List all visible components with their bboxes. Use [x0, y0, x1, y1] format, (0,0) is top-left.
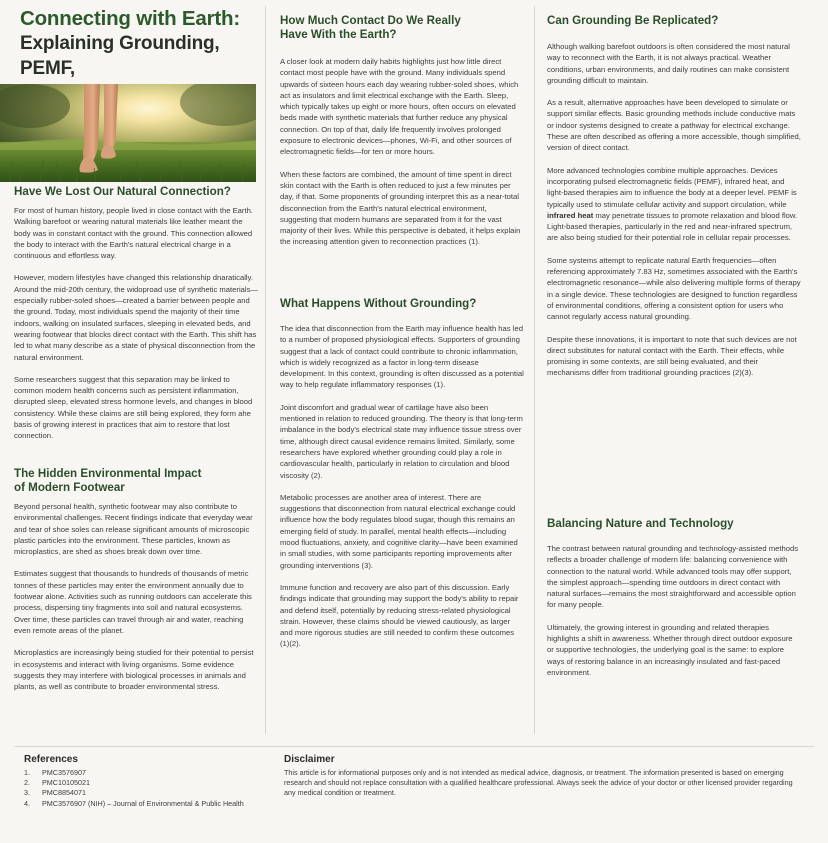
references-list	[24, 768, 274, 809]
paragraph	[547, 165, 801, 244]
disclaimer-heading: Disclaimer	[284, 754, 335, 765]
paragraph: For most of human history, people lived in close contact with the Earth. Walking barefoot or wearing natural materials like leather meant the body was in constant contact with the ground. This connection allowed the body to interact with the Earth's natural electrical charge in a continuous and effortless way.	[14, 206, 253, 261]
section-heading: Balancing Nature and Technology	[547, 517, 734, 530]
footer-divider	[14, 746, 814, 747]
section-replicated	[547, 14, 801, 379]
reference-number: 4.	[24, 798, 30, 808]
paragraph: Despite these innovations, it is important to note that such devices are not direct substitutes for natural contact with the Earth. Their effects, while promising in some contexts, are still being evaluated, and their mechanisms differ from traditional grounding practices (2)(3).	[547, 334, 797, 378]
heading-line: The Hidden Environmental Impact	[14, 467, 202, 480]
disclaimer-text: This article is for informational purposes only and is not intended as medical advice, diagnosis, or treatment. The information presented is based on emerging research and should not replace consultation with a qualified healthcare professional. Always seek the advice of your doctor or other licensed provider regarding any medical condition or treatment.	[284, 768, 793, 798]
paragraph: The idea that disconnection from the Earth may influence health has led to a number of proposed physiological effects. Supporters of grounding suggest that a lack of contact could contribute to chronic inflammation, which is widely recognized as a factor in long-term disease development. In this context, grounding is often discussed as a potential way to help regulate inflammatory responses (1).	[280, 324, 524, 390]
text-run: More advanced technologies combine multiple approaches. Devices incorporating pulsed electromagnetic fields (PEMF), infrared heat, and light-based therapies aim to influence the body at a deeper level. PEMF is typically used to stimulate cellular activity and support circulation, while	[547, 165, 797, 209]
paragraph: Although walking barefoot outdoors is often considered the most natural way to reconnect with the Earth, it is not always practical. Weather conditions, urban environments, and daily routines can make consistent grounding difficult to maintain.	[547, 42, 790, 85]
reference-number: 3.	[24, 788, 30, 798]
section-footwear-impact	[14, 467, 260, 692]
paragraph: Beyond personal health, synthetic footwear may also contribute to environmental challenges. Recent findings indicate that everyday wear and tear of shoe soles can release significant amounts of microscopic plastic particles into the environment. These particles, known as microplastics, are shed as shoes break down over time.	[14, 502, 253, 557]
section-heading	[280, 14, 524, 42]
column-divider	[265, 6, 266, 734]
section-heading: Can Grounding Be Replicated?	[547, 14, 719, 27]
section-balancing	[547, 517, 801, 678]
hero-image	[0, 84, 256, 182]
reference-text: PMC8854071	[42, 788, 86, 798]
reference-item	[24, 799, 274, 809]
reference-item	[24, 778, 274, 788]
references-heading: References	[24, 754, 78, 765]
section-without-grounding	[280, 297, 524, 650]
paragraph: As a result, alternative approaches have been developed to simulate or support similar effects. Basic grounding methods include conductive mats or indoor systems designed to create a pathway for electrical exchange. These are often described as offering a more accessible, though simplified, version of direct contact.	[547, 98, 801, 153]
title-line-1: Connecting with Earth:	[20, 7, 240, 30]
paragraph: Some systems attempt to replicate natural Earth frequencies—often referencing approximately 7.83 Hz, sometimes associated with the Earth's electromagnetic resonance—while also delivering multiple forms of therapy in a single device. These technologies are designed to function regardless of environmental conditions, offering a consistent option for users who cannot regularly access natural grounding.	[547, 255, 801, 322]
heading-line: Have With the Earth?	[280, 28, 397, 41]
reference-number: 1.	[24, 768, 30, 777]
reference-item	[24, 788, 274, 798]
paragraph: Metabolic processes are another area of interest. There are suggestions that disconnection from natural electrical exchange could influence how the body regulates blood sugar, though this remains an emerging field of study. In parallel, mental health effects—including mood fluctuations, anxiety, and cognitive clarity—have been examined in small studies, with some participants reporting improvements after grounding interventions (3).	[280, 492, 518, 570]
reference-number: 2.	[24, 778, 30, 788]
paragraph: Joint discomfort and gradual wear of cartilage have also been mentioned in relation to reduced grounding. The theory is that long-term imbalance in the body's electrical state may influence tissue stress over time, although direct causal evidence remains limited. Similarly, some researchers have explored whether grounding could play a role in cardiovascular health, particularly in relation to circulation and blood viscosity (2).	[280, 402, 523, 480]
paragraph: Some researchers suggest that this separation may be linked to common modern health concerns such as persistent inflammation, disrupted sleep, elevated stress hormone levels, and changes in blood consistency. While these claims are still being explored, they form ahe basis of growing interest in practices that aim to restore that lost connection.	[14, 374, 253, 441]
section-lost-connection	[14, 185, 260, 442]
paragraph: Ultimately, the growing interest in grounding and related therapies highlights a shift in awareness. Whether through direct outdoor exposure or supportive technologies, the underlying goal is the same: to explore ways of restoring balance in an increasingly insulated and fast-paced environment.	[547, 622, 793, 677]
paragraph: Estimates suggest that thousands to hundreds of thousands of metric tonnes of these particles may enter the environment annually due to footwear alone. Activities such as running outdoors can accelerate this process, dispersing tiny fragments into soil and natural ecosystems. Over time, these particles can travel through air and water, reaching even remote areas of the planet.	[14, 569, 252, 635]
reference-text: PMC10105021	[42, 778, 90, 788]
reference-text: PMC3576907	[42, 768, 86, 777]
barefoot-grass-illustration	[0, 84, 256, 182]
title-line-2: Explaining Grounding, PEMF,	[20, 33, 220, 79]
paragraph: Immune function and recovery are also part of this discussion. Early findings indicate that grounding may support the body's ability to repair and defend itself, potentially by reducing stress-related physiological strain. However, these claims should be viewed cautiously, as larger and more rigorous studies are still needed to confirm these outcomes (1)(2).	[280, 582, 519, 649]
paragraph: The contrast between natural grounding and technology-assisted methods reflects a broader challenge of modern life: balancing convenience with connection to the natural world. While advanced tools may offer support, the simplest approach—spending time outdoors in direct contact with natural surfaces—remains the most straightforward and accessible option for many people.	[547, 544, 799, 610]
section-heading: What Happens Without Grounding?	[280, 297, 477, 310]
section-heading: Have We Lost Our Natural Connection?	[14, 185, 231, 198]
highlight-term: infrared heat	[547, 210, 594, 220]
paragraph: Microplastics are increasingly being studied for their potential to persist in ecosystems and interact with living organisms. Some evidence suggests they may interfere with biological processes in animals and plants, as well as contribute to broader environmental stress.	[14, 648, 254, 692]
text-run: may penetrate tissues to promote relaxation and blood flow. Light-based therapies, particularly in the red and near-infrared spectrum, are also being studied for their potential role in cellular repair processes.	[547, 210, 798, 243]
reference-item	[24, 768, 274, 778]
reference-text: PMC3576907 (NIH) – Journal of Environmental & Public Health	[42, 798, 244, 808]
heading-line: How Much Contact Do We Really	[280, 14, 461, 27]
section-heading	[14, 467, 260, 495]
paragraph: When these factors are combined, the amount of time spent in direct skin contact with the Earth is often reduced to just a few minutes per day, if that. Some proponents of grounding interpret this as a near-total disconnection from the Earth's natural electrical environment, suggesting that modern humans are separated from it for the vast majority of their lives. While this perspective is debated, it helps explain the increasing attention given to reconnection practices (1).	[280, 169, 521, 247]
heading-line: of Modern Footwear	[14, 481, 125, 494]
paragraph: A closer look at modern daily habits highlights just how little direct contact most people have with the ground. Many individuals spend upwards of sixteen hours each day wearing rubber-soled shoes, which act as insulators and limit electrical exchange with the Earth. Sleep, which typically takes up eight or more hours, often occurs on elevated beds made with synthetic materials that further reduce any physical connection. On top of that, daily life frequently involves prolonged exposure to electronic devices—phones, Wi-Fi, and other sources of electromagnetic fields—for ten or more hours.	[280, 57, 519, 157]
section-earth-contact	[280, 14, 524, 248]
paragraph: However, modern lifestyles have changed this relationship dnaratically. Around the mid-20th century, the widoproad use of synthetic materials—especially rubber-soled shoes—created a barrier between people and the ground. Today, most individuals spend the majority of their time indoors, walking on insulated surfaces, sleeping in elevated beds, and wearing footwear that blocks direct contact with the Earth. This shift has led to what many describe as a state of physical disconnection from the natural environment.	[14, 273, 259, 362]
column-divider	[534, 6, 535, 734]
